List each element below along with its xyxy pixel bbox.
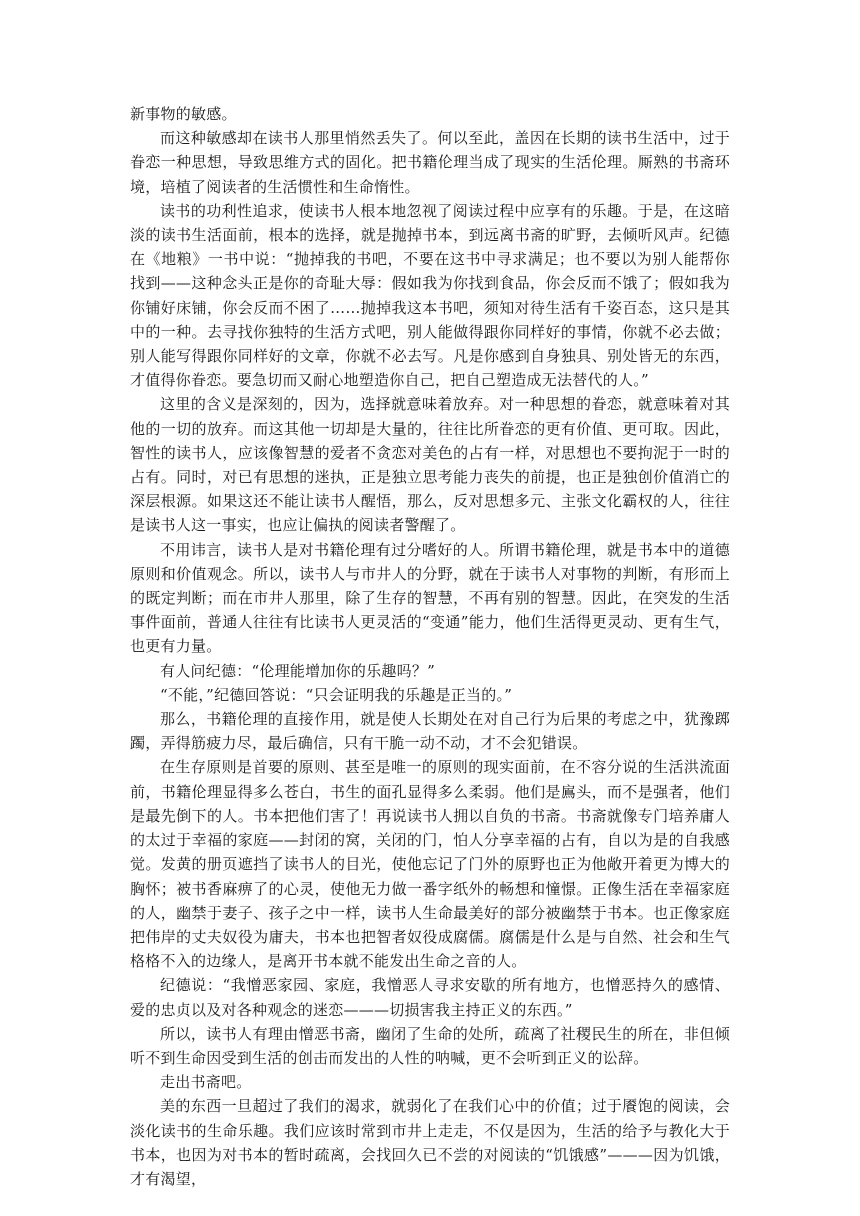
- document-body: [130, 102, 730, 1191]
- paragraph: 而这种敏感却在读书人那里悄然丢失了。何以至此，盖因在长期的读书生活中，过于眷恋一种思想，导致思维方式的固化。把书籍伦理当成了现实的生活伦理。厮熟的书斋环境，培植了阅读者的生活惯性和生命惰性。: [130, 129, 730, 196]
- paragraph: 美的东西一旦超过了我们的渴求，就弱化了在我们心中的价值；过于餍饱的阅读，会淡化读书的生命乐趣。我们应该时常到市井上走走，不仅是因为，生活的给予与教化大于书本，也因为对书本的暂时疏离，会找回久已不尝的对阅读的“饥饿感”———因为饥饿，才有渴望，: [130, 1097, 730, 1188]
- paragraph: 这里的含义是深刻的，因为，选择就意味着放弃。对一种思想的眷恋，就意味着对其他的一切的放弃。而这其他一切却是大量的，往往比所眷恋的更有价值、更可取。因此，智性的读书人，应该像智慧的爱者不贪恋对美色的占有一样，对思想也不要拘泥于一时的占有。同时，对已有思想的迷执，正是独立思考能力丧失的前提，也正是独创价值消亡的深层根源。如果这还不能让读书人醒悟，那么，反对思想多元、主张文化霸权的人，往往是读书人这一事实，也应让偏执的阅读者警醒了。: [130, 395, 730, 535]
- paragraph: 在生存原则是首要的原则、甚至是唯一的原则的现实面前，在不容分说的生活洪流面前，书籍伦理显得多么苍白，书生的面孔显得多么柔弱。他们是鳸头，而不是强者，他们是最先倒下的人。书本把他们害了！再说读书人拥以自负的书斋。书斋就像专门培养庸人的太过于幸福的家庭——封闭的窝，关闭的门，怕人分享幸福的占有，自以为是的自我感觉。发黄的册页遮挡了读书人的目光，使他忘记了门外的原野也正为他敞开着更为博大的胸怀；被书香麻痹了的心灵，使他无力做一番字纸外的畅想和憧憬。正像生活在幸福家庭的人，幽禁于妻子、孩子之中一样，读书人生命最美好的部分被幽禁于书本。也正像家庭把伟岸的丈夫奴役为庸夫，书本也把智者奴役成腐儒。腐儒是什么是与自然、社会和生气格格不入的边缘人，是离开书本就不能发出生命之音的人。: [130, 758, 730, 971]
- paragraph: “不能，”纪德回答说：“只会证明我的乐趣是正当的。”: [160, 685, 513, 704]
- paragraph: 所以，读书人有理由憎恶书斋，幽闭了生命的处所，疏离了社稷民生的所在，非但倾听不到生命因受到生活的创击而发出的人性的呐喊，更不会听到正义的讼辞。: [130, 1024, 730, 1067]
- paragraph: 读书的功利性追求，使读书人根本地忽视了阅读过程中应享有的乐趣。于是，在这暗淡的读书生活面前，根本的选择，就是抛掉书本，到远离书斋的旷野，去倾听风声。纪德在《地粮》一书中说：“抛掉我的书吧，不要在这书中寻求满足；也不要以为别人能帮你找到——这种念头正是你的奇耻大辱：假如我为你找到食品，你会反而不饿了；假如我为你铺好床铺，你会反而不困了……抛掉我这本书吧，须知对待生活有千姿百态，这只是其中的一种。去寻找你独特的生活方式吧，别人能做得跟你同样好的事情，你就不必去做；别人能写得跟你同样好的文章，你就不必去写。凡是你感到自身独具、别处皆无的东西，才值得你眷恋。要急切而又耐心地塑造你自己，把自己塑造成无法替代的人。”: [130, 201, 730, 390]
- paragraph: 纪德说：“我憎恶家园、家庭，我憎恶人寻求安歇的所有地方，也憎恶持久的感情、爱的忠贞以及对各种观念的迷恋———切损害我主持正义的东西。”: [130, 976, 730, 1019]
- paragraph: 那么，书籍伦理的直接作用，就是使人长期处在对自己行为后果的考虑之中，犹豫踯躅，弄得筋疲力尽，最后确信，只有干脆一动不动，才不会犯错误。: [130, 710, 730, 753]
- paragraph: 新事物的敏感。: [130, 105, 237, 123]
- paragraph: 有人问纪德：“伦理能增加你的乐趣吗？”: [160, 661, 436, 680]
- paragraph: 走出书斋吧。: [160, 1073, 252, 1092]
- paragraph: 不用讳言，读书人是对书籍伦理有过分嗜好的人。所谓书籍伦理，就是书本中的道德原则和价值观念。所以，读书人与市井人的分野，就在于读书人对事物的判断，有形而上的既定判断；而在市井人那里，除了生存的智慧，不再有别的智慧。因此，在突发的生活事件面前，普通人往往有比读书人更灵活的“变通”能力，他们生活得更灵动、更有生气，也更有力量。: [130, 540, 730, 656]
